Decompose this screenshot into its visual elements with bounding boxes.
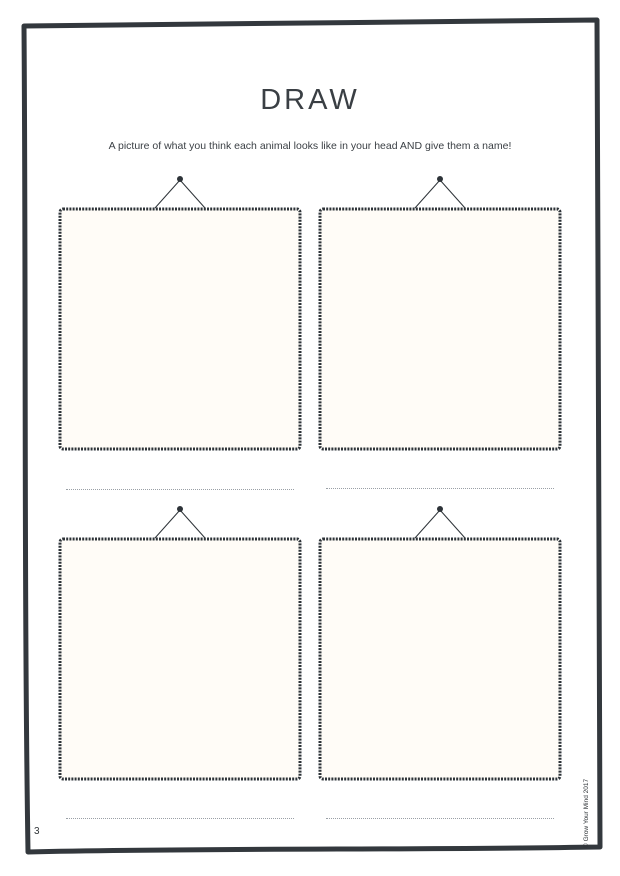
drawing-frame-2[interactable]: [317, 174, 563, 452]
drawing-canvas: [60, 209, 300, 449]
instruction-text: A picture of what you think each animal looks like in your head AND give them a name!: [108, 140, 512, 152]
hanger-string: [440, 180, 465, 208]
hanger-string: [415, 510, 440, 538]
drawing-canvas: [60, 539, 300, 779]
hanger-nail-icon: [437, 176, 443, 182]
name-line-4[interactable]: [326, 818, 554, 819]
hanger-string: [440, 510, 465, 538]
hanger-string: [155, 180, 180, 208]
name-line-2[interactable]: [326, 488, 554, 489]
drawing-canvas: [320, 539, 560, 779]
drawing-canvas: [320, 209, 560, 449]
hanger-string: [155, 510, 180, 538]
page-number: 3: [34, 826, 40, 837]
drawing-frame-4[interactable]: [317, 504, 563, 782]
drawing-frame-3[interactable]: [57, 504, 303, 782]
hanger-nail-icon: [177, 506, 183, 512]
hanger-string: [415, 180, 440, 208]
drawing-frame-1[interactable]: [57, 174, 303, 452]
hanger-nail-icon: [177, 176, 183, 182]
hanger-string: [180, 180, 205, 208]
name-line-1[interactable]: [66, 489, 294, 490]
page-title: DRAW: [260, 84, 360, 116]
copyright-notice: © Grow Your Mind 2017: [583, 778, 590, 848]
hanger-string: [180, 510, 205, 538]
hanger-nail-icon: [437, 506, 443, 512]
name-line-3[interactable]: [66, 818, 294, 819]
